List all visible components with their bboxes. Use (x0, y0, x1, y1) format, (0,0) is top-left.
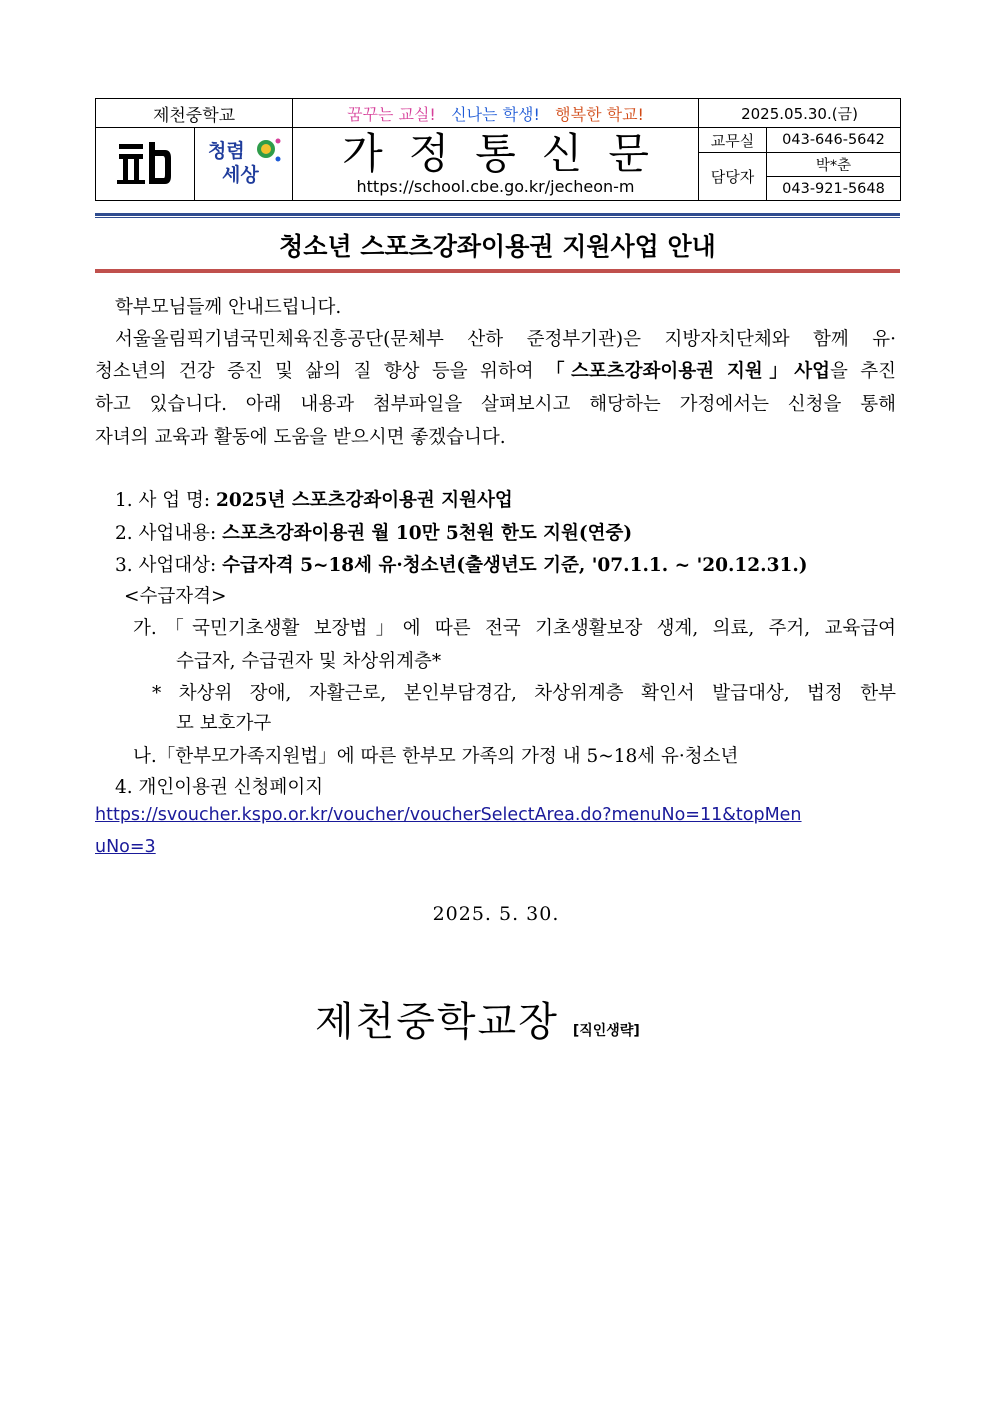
school-name: 제천중학교 (96, 99, 293, 128)
item-1-label: 1. 사 업 명: (115, 490, 217, 511)
program-name-bold: 「스포츠강좌이용권 지원」사업 (546, 361, 830, 382)
eligibility-ga-line-1: 가.「국민기초생활 보장법」에 따른 전국 기초생활보장 생계, 의료, 주거, 교육급여 (133, 618, 896, 639)
item-4: 4. 개인이용권 신청페이지 (115, 777, 324, 798)
title-rule-top-thin (95, 217, 900, 218)
document-title: 청소년 스포츠강좌이용권 지원사업 안내 (279, 232, 716, 261)
header-table (95, 98, 901, 201)
title-rule-bottom (95, 269, 900, 273)
school-slogan (293, 99, 699, 128)
slogan-1: 꿈꾸는 교실! (347, 104, 436, 124)
item-3 (115, 551, 808, 577)
paragraph-line-4: 자녀의 교육과 활동에 도움을 받으시면 좋겠습니다. (95, 427, 506, 448)
voucher-url-line-2[interactable]: uNo=3 (95, 837, 156, 857)
paragraph-line-2-a: 청소년의 건강 증진 및 삶의 질 향상 등을 위하여 (95, 361, 547, 382)
item-1-value: 2025년 스포츠강좌이용권 지원사업 (216, 490, 513, 511)
greeting: 학부모님들께 안내드립니다. (115, 297, 342, 318)
title-rule-top (95, 213, 900, 216)
school-site-url[interactable]: https://school.cbe.go.kr/jecheon-m (356, 177, 635, 196)
paragraph-line-1: 서울올림픽기념국민체육진흥공단(문체부 산하 준정부기관)은 지방자치단체와 함께 유· (115, 329, 896, 350)
logo-text-1: 청렴 (207, 140, 245, 162)
header-date: 2025.05.30.(금) (699, 99, 901, 128)
newsletter-title: 가정통신문 (342, 129, 675, 178)
item-2 (115, 519, 632, 545)
principal-name: 제천중학교장 (315, 999, 559, 1045)
item-1 (115, 486, 513, 512)
issue-date: 2025. 5. 30. (432, 903, 560, 925)
contact-name: 박*춘 (767, 153, 901, 177)
logo-text-2: 세상 (221, 164, 259, 186)
slogan-2: 신나는 학생! (451, 104, 540, 124)
contact-label: 담당자 (699, 153, 767, 201)
eligibility-heading: <수급자격> (124, 586, 227, 607)
slogan-3: 행복한 학교! (555, 104, 644, 124)
school-emblem-icon (115, 136, 175, 188)
school-emblem (96, 128, 195, 201)
newsletter-title-cell (293, 128, 699, 201)
paragraph-line-2 (95, 357, 896, 383)
principal-signature (315, 990, 640, 1047)
integrity-logo-icon (204, 133, 284, 191)
office-label: 교무실 (699, 128, 767, 153)
voucher-url-line-1[interactable]: https://svoucher.kspo.or.kr/voucher/voucherSelectArea.do?menuNo=11&topMen (95, 805, 802, 825)
item-2-label: 2. 사업내용: (115, 523, 223, 544)
note-line-1: * 차상위 장애, 자활근로, 본인부담경감, 차상위계층 확인서 발급대상, 법정 한부 (152, 683, 896, 704)
item-3-label: 3. 사업대상: (115, 555, 223, 576)
eligibility-na-line: 나.「한부모가족지원법」에 따른 한부모 가족의 가정 내 5~18세 유·청소년 (133, 746, 739, 767)
eligibility-ga-line-2: 수급자, 수급권자 및 차상위계층* (176, 651, 442, 672)
integrity-logo (195, 128, 293, 201)
item-3-value: 수급자격 5~18세 유·청소년(출생년도 기준, '07.1.1. ~ '20.12.31.) (222, 555, 808, 576)
note-line-2: 모 보호가구 (176, 713, 272, 734)
paragraph-line-3: 하고 있습니다. 아래 내용과 첨부파일을 살펴보시고 해당하는 가정에서는 신청을 통해 (95, 394, 896, 415)
item-2-value: 스포츠강좌이용권 월 10만 5천원 한도 지원(연중) (222, 523, 633, 544)
seal-omitted-note: [직인생략] (572, 1023, 640, 1039)
paragraph-line-2-c: 을 추진 (829, 361, 896, 382)
office-phone: 043-646-5642 (767, 128, 901, 153)
contact-phone: 043-921-5648 (767, 177, 901, 201)
